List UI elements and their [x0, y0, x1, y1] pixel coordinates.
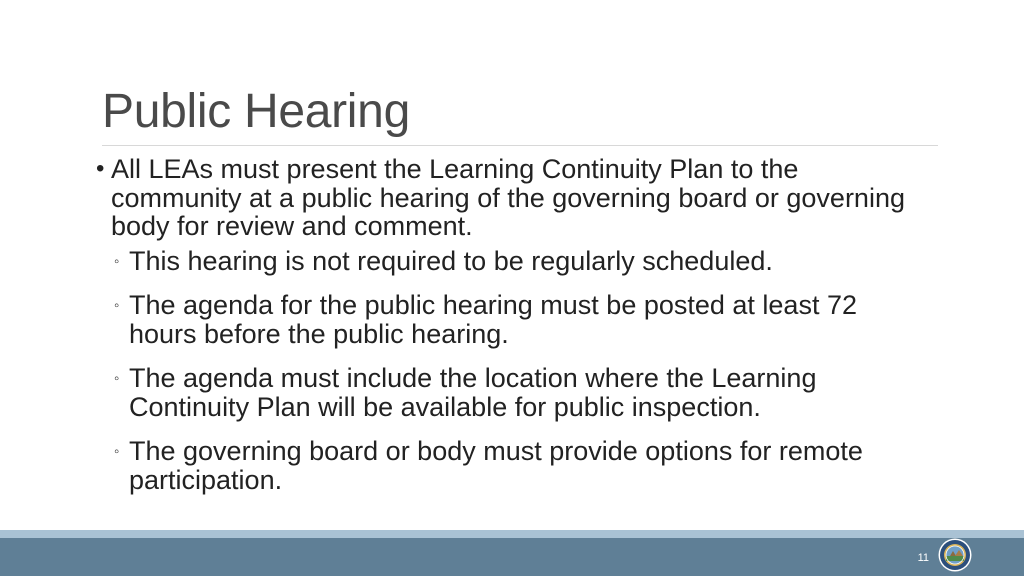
- state-seal-icon: [938, 538, 972, 572]
- sub-bullet-marker: ◦: [114, 252, 120, 270]
- bullet-item: [96, 155, 916, 241]
- bullet-text: All LEAs must present the Learning Continuity Plan to the community at a public hearing of the governing board or governing body for review and comment.: [111, 154, 905, 241]
- bullet-marker: •: [96, 155, 105, 182]
- footer-band: [0, 538, 1024, 576]
- sub-bullet-item: [96, 437, 916, 494]
- sub-bullet-marker: ◦: [114, 297, 120, 314]
- sub-bullet-text: The agenda must include the location where the Learning Continuity Plan will be available for public inspection.: [129, 363, 817, 422]
- title-divider: [102, 145, 938, 146]
- footer-bar: [0, 530, 1024, 576]
- sub-bullet-text: The governing board or body must provide options for remote participation.: [129, 436, 863, 495]
- sub-bullet-text: The agenda for the public hearing must be posted at least 72 hours before the public hearing.: [129, 290, 857, 349]
- sub-bullet-item: [96, 247, 916, 276]
- page-number: 11: [917, 552, 929, 564]
- sub-bullet-marker: ◦: [114, 370, 120, 387]
- sub-bullet-marker: ◦: [114, 443, 120, 460]
- sub-bullet-item: [96, 364, 916, 421]
- sub-bullet-text: This hearing is not required to be regularly scheduled.: [129, 245, 773, 276]
- sub-bullet-item: [96, 291, 916, 348]
- slide-title: Public Hearing: [102, 85, 410, 138]
- footer-accent-strip: [0, 530, 1024, 538]
- slide-content: [96, 155, 916, 510]
